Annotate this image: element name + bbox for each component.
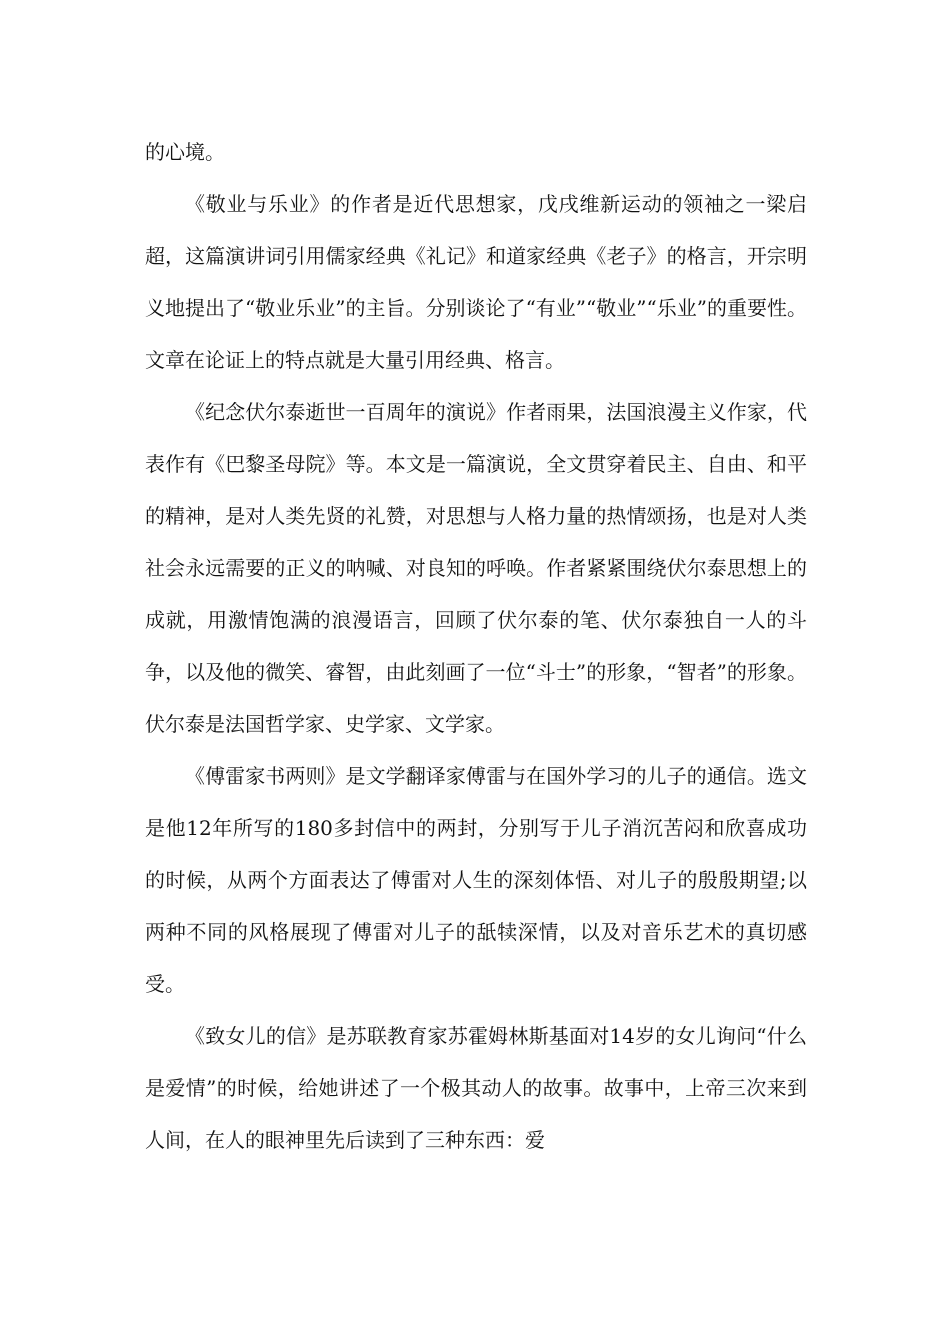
paragraph-jingye-leye: 《敬业与乐业》的作者是近代思想家，戊戌维新运动的领袖之一梁启超，这篇演讲词引用儒家经典《礼记》和道家经典《老子》的格言，开宗明义地提出了“敬业乐业”的主旨。分别谈论了“有业”“敬业”“乐业”的重要性。文章在论证上的特点就是大量引用经典、格言。 — [145, 192, 807, 372]
paragraph-voltaire-speech: 《纪念伏尔泰逝世一百周年的演说》作者雨果，法国浪漫主义作家，代表作有《巴黎圣母院》等。本文是一篇演说，全文贯穿着民主、自由、和平的精神，是对人类先贤的礼赞，对思想与人格力量的热情颂扬，也是对人类社会永远需要的正义的呐喊、对良知的呼唤。作者紧紧围绕伏尔泰思想上的成就，用激情饱满的浪漫语言，回顾了伏尔泰的笔、伏尔泰独自一人的斗争，以及他的微笑、睿智，由此刻画了一位“斗士”的形象，“智者”的形象。伏尔泰是法国哲学家、史学家、文学家。 — [145, 400, 807, 736]
paragraph-letter-to-daughter: 《致女儿的信》是苏联教育家苏霍姆林斯基面对14岁的女儿询问“什么是爱情”的时候，给她讲述了一个极其动人的故事。故事中，上帝三次来到人间，在人的眼神里先后读到了三种东西：爱 — [145, 1024, 807, 1152]
body-text — [145, 126, 807, 1166]
paragraph-fu-lei-letters: 《傅雷家书两则》是文学翻译家傅雷与在国外学习的儿子的通信。选文是他12年所写的180多封信中的两封，分别写于儿子消沉苦闷和欣喜成功的时候，从两个方面表达了傅雷对人生的深刻体悟、对儿子的殷殷期望;以两种不同的风格展现了傅雷对儿子的舐犊深情，以及对音乐艺术的真切感受。 — [145, 764, 807, 996]
paragraph-continuation: 的心境。 — [145, 140, 225, 164]
